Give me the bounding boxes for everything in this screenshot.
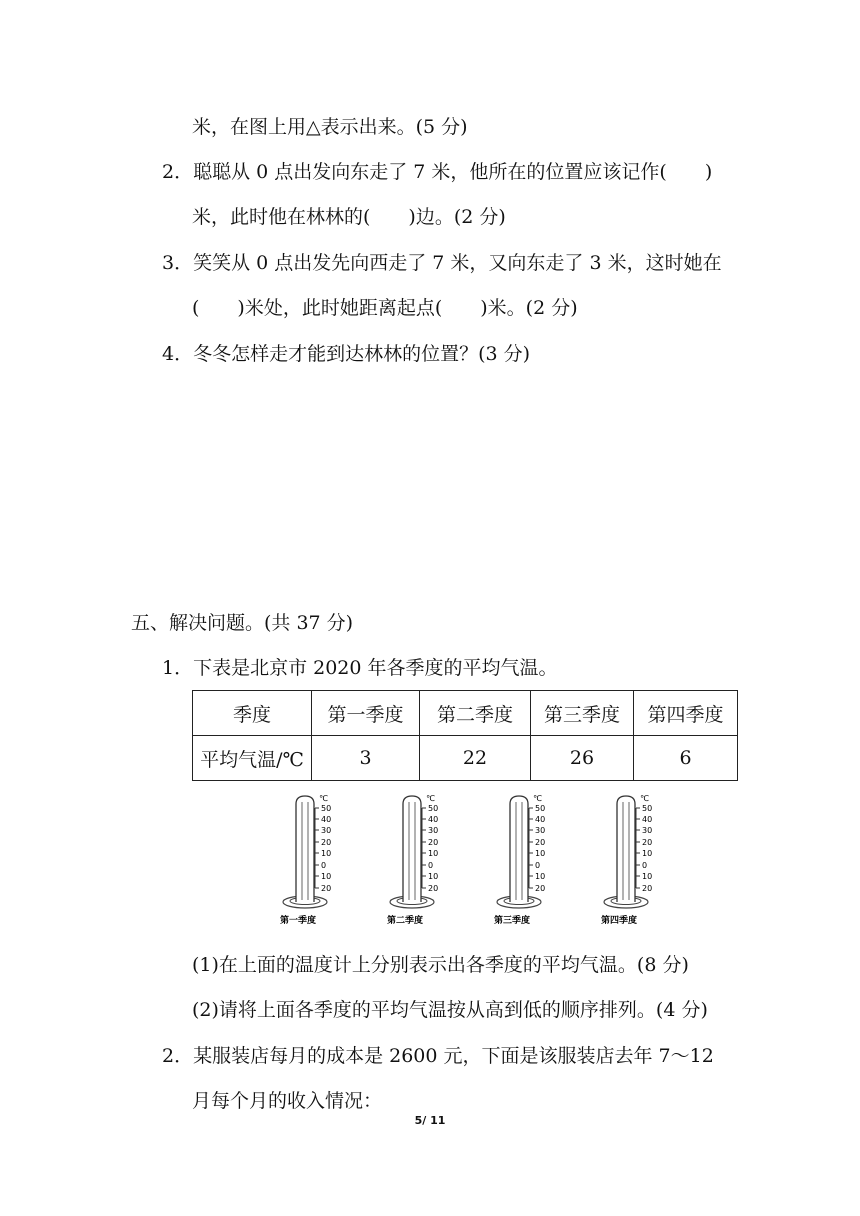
sub-question-1: (1)在上面的温度计上分别表示出各季度的平均气温。(8 分) (192, 954, 689, 976)
tick-labels (321, 804, 331, 893)
tick-labels (642, 804, 652, 893)
question-3-line-1: 3．笑笑从 0 点出发先向西走了 7 米，又向东走了 3 米，这时她在 (162, 252, 722, 274)
tick-label: 20 (535, 838, 546, 847)
tick-label: 10 (642, 872, 653, 881)
thermometer-label: 第四季度 (601, 916, 638, 926)
table-cell: 平均气温/℃ (193, 736, 312, 781)
tick-label: 10 (428, 849, 439, 858)
tick-label: 50 (642, 804, 653, 813)
tick-labels (535, 804, 545, 893)
page-number: 5/ 11 (414, 1114, 446, 1127)
table-cell: 26 (531, 736, 634, 781)
tick-label: 40 (642, 815, 653, 824)
thermometer-label: 第一季度 (280, 916, 317, 926)
unit-label: ℃ (640, 794, 649, 803)
table-cell: 22 (420, 736, 531, 781)
tick-label: 0 (321, 861, 327, 870)
thermometer-label: 第二季度 (387, 916, 424, 926)
tick-label: 20 (535, 884, 546, 893)
tick-label: 30 (428, 826, 439, 835)
temperature-table (192, 690, 738, 781)
table-cell: 季度 (193, 691, 312, 736)
question-3-line-2: ( )米处，此时她距离起点( )米。(2 分) (192, 297, 578, 319)
tick-label: 20 (642, 884, 653, 893)
tick-label: 10 (428, 872, 439, 881)
tick-label: 20 (428, 884, 439, 893)
tick-label: 50 (535, 804, 546, 813)
tick-label: 10 (642, 849, 653, 858)
tick-label: 50 (321, 804, 332, 813)
tick-label: 40 (535, 815, 546, 824)
problem-2-line-1: 2．某服装店每月的成本是 2600 元，下面是该服装店去年 7～12 (162, 1045, 714, 1067)
tick-label: 10 (321, 872, 332, 881)
q1-continuation: 米，在图上用△表示出来。(5 分) (192, 116, 468, 138)
unit-label: ℃ (533, 794, 542, 803)
question-2-line-1: 2．聪聪从 0 点出发向东走了 7 米，他所在的位置应该记作( ) (162, 161, 713, 183)
tick-label: 20 (428, 838, 439, 847)
tick-label: 0 (535, 861, 541, 870)
table-cell: 第二季度 (420, 691, 531, 736)
tick-label: 30 (321, 826, 332, 835)
tick-label: 0 (428, 861, 434, 870)
tick-label: 40 (428, 815, 439, 824)
tick-label: 10 (535, 872, 546, 881)
tick-label: 50 (428, 804, 439, 813)
sub-question-2: (2)请将上面各季度的平均气温按从高到低的顺序排列。(4 分) (192, 999, 708, 1021)
section-5-heading: 五、解决问题。(共 37 分) (131, 612, 354, 634)
unit-label: ℃ (426, 794, 435, 803)
thermometers-figure (275, 790, 675, 930)
table-row (193, 736, 738, 781)
table-header-row (193, 691, 738, 736)
tick-label: 30 (535, 826, 546, 835)
table-cell: 3 (312, 736, 420, 781)
tick-label: 0 (642, 861, 648, 870)
tick-label: 20 (321, 884, 332, 893)
question-4: 4．冬冬怎样走才能到达林林的位置？(3 分) (162, 343, 531, 365)
thermometer-label: 第三季度 (494, 916, 531, 926)
table-cell: 第三季度 (531, 691, 634, 736)
tick-label: 20 (321, 838, 332, 847)
table-cell: 第四季度 (634, 691, 738, 736)
tick-labels (428, 804, 438, 893)
problem-1-intro: 1．下表是北京市 2020 年各季度的平均气温。 (162, 657, 558, 679)
tick-label: 10 (535, 849, 546, 858)
unit-label: ℃ (319, 794, 328, 803)
table-cell: 第一季度 (312, 691, 420, 736)
tick-label: 40 (321, 815, 332, 824)
thermometers-svg (275, 790, 675, 930)
tick-label: 30 (642, 826, 653, 835)
problem-2-line-2: 月每个月的收入情况： (192, 1090, 383, 1112)
question-2-line-2: 米，此时他在林林的( )边。(2 分) (192, 206, 506, 228)
tick-label: 20 (642, 838, 653, 847)
tick-label: 10 (321, 849, 332, 858)
table-cell: 6 (634, 736, 738, 781)
